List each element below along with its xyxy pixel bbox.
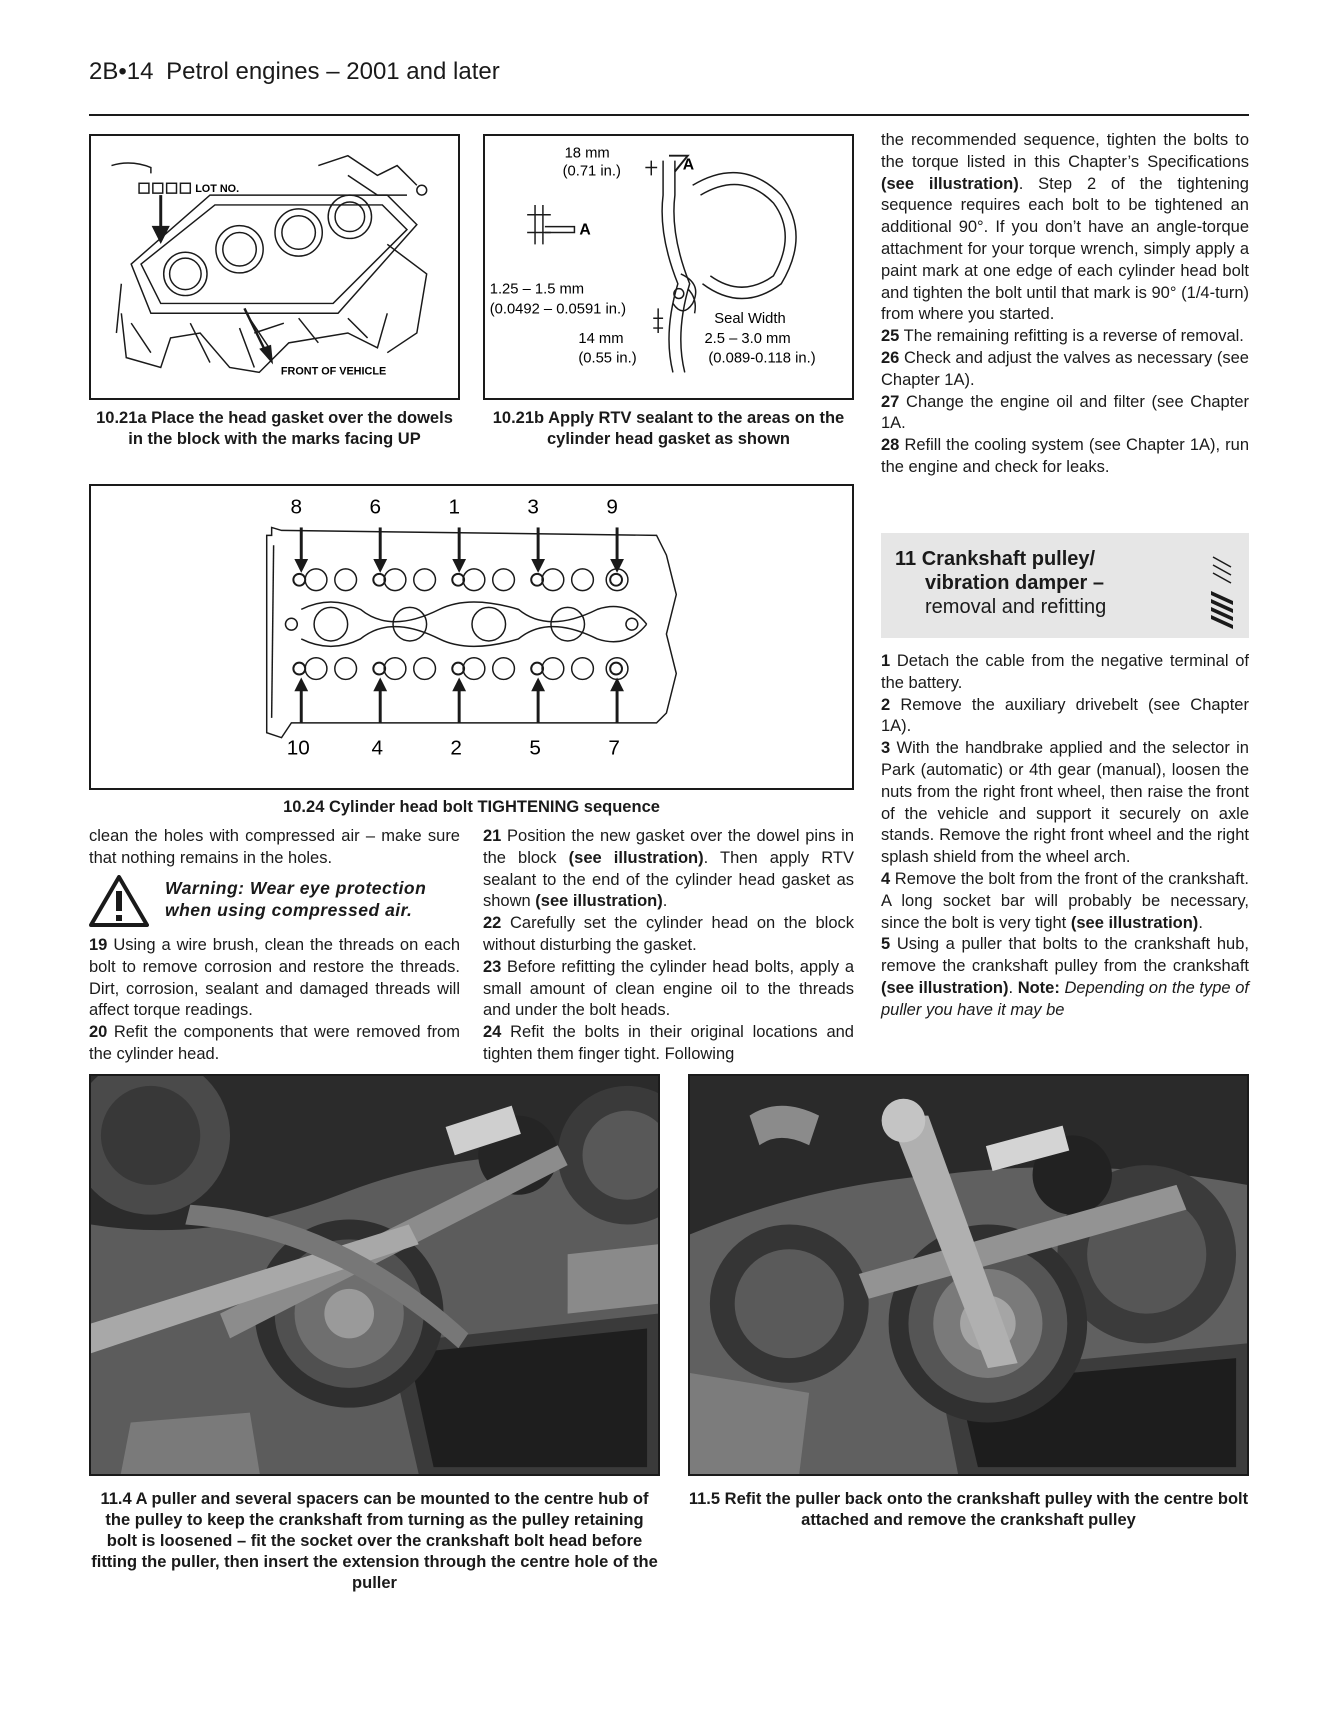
- see-illustration-ref: (see illustration): [535, 892, 663, 911]
- step-text: With the handbrake applied and the selector in Park (automatic) or 4th gear (manual), loosen the nuts from the right front wheel, then raise the front of the vehicle and support it securely on axle stands. Remove the right front wheel and the right splash shield from the wheel arch.: [881, 739, 1249, 867]
- lot-no-label: LOT NO.: [195, 183, 240, 196]
- step-24: [483, 1022, 854, 1066]
- step-number: 4: [881, 869, 891, 888]
- left-column-steps: [89, 935, 460, 1066]
- warning-text: Warning: Wear eye protection when using compressed air.: [165, 878, 427, 920]
- page-ref: 2B•14: [89, 58, 154, 85]
- right-column-bottom: [881, 651, 1249, 1022]
- step-text: Remove the auxiliary drivebelt (see Chapter 1A).: [881, 695, 1249, 736]
- step-3: [881, 738, 1249, 869]
- label-a-left: A: [579, 221, 591, 239]
- left-intro: clean the holes with compressed air – make sure that nothing remains in the holes.: [89, 827, 460, 867]
- step-number: 21: [483, 827, 502, 845]
- dim-055in: (0.55 in.): [578, 350, 637, 367]
- bolt-order-5: 5: [529, 736, 541, 760]
- step-4: [881, 869, 1249, 934]
- section-subtitle: removal and refitting: [925, 596, 1107, 618]
- step-text: .: [1198, 913, 1203, 932]
- dim-0492in: (0.0492 – 0.0591 in.): [489, 301, 627, 318]
- step-2: [881, 695, 1249, 739]
- caption-10-24: 10.24 Cylinder head bolt TIGHTENING sequence: [283, 798, 660, 816]
- bolt-order-6: 6: [369, 495, 382, 519]
- step-text: Detach the cable from the negative terminal of the battery.: [881, 652, 1249, 692]
- left-column: [89, 826, 460, 870]
- photo-11-5: [688, 1074, 1249, 1476]
- figure-10-21a: [89, 134, 460, 400]
- step-number: 26: [881, 348, 900, 367]
- caption-10-21b: 10.21b Apply RTV sealant to the areas on the cylinder head gasket as shown: [492, 409, 845, 448]
- label-a-top: A: [682, 156, 695, 174]
- warning-triangle-icon: [89, 875, 149, 927]
- dim-18mm: 18 mm: [564, 145, 610, 162]
- header-rule: [89, 114, 1249, 116]
- step-text: Position the new gasket over the dowel pins in the block: [483, 827, 854, 867]
- rtv-sealant-drawing: [485, 136, 852, 398]
- seal-width-in: (0.089-0.118 in.): [708, 350, 816, 367]
- section-title-line-1: [895, 547, 1106, 571]
- see-illustration-ref: (see illustration): [568, 848, 704, 867]
- step-number: 3: [881, 739, 891, 758]
- right-column-top: [881, 130, 1249, 479]
- step-1: [881, 651, 1249, 695]
- note-text: Depending on the type of puller you have it may be: [881, 978, 1249, 1019]
- step-number: 2: [881, 695, 891, 714]
- see-illustration-ref: (see illustration): [1070, 913, 1199, 932]
- caption-11-4: 11.4 A puller and several spacers can be mounted to the centre hub of the pulley to keep the crankshaft from turning as the pulley retaining bolt is loosened – fit the socket over the crankshaft bolt head before fitting the puller, then insert the extension through the centre hole of the puller: [91, 1490, 658, 1592]
- step-text: Before refitting the cylinder head bolts, apply a small amount of clean engine oil to the threads and under the bolt heads.: [483, 957, 854, 1020]
- step-26: [881, 348, 1249, 392]
- step-number: 5: [881, 935, 891, 954]
- bolt-order-3: 3: [527, 495, 539, 519]
- page-header: [89, 58, 500, 86]
- section-title-line-2: vibration damper –: [925, 572, 1104, 594]
- head-gasket-drawing: [91, 136, 458, 398]
- step-text: Change the engine oil and filter (see Chapter 1A.: [881, 392, 1249, 433]
- bolt-order-7: 7: [608, 736, 620, 760]
- bolt-sequence-drawing: [91, 486, 852, 788]
- step-23: [483, 957, 854, 1022]
- dim-14mm: 14 mm: [578, 330, 624, 347]
- section-heading: [881, 533, 1249, 638]
- bolt-order-4: 4: [371, 736, 384, 760]
- front-of-vehicle-label: FRONT OF VEHICLE: [280, 365, 387, 378]
- see-illustration-ref: (see illustration): [881, 978, 1009, 997]
- step-21: [483, 826, 854, 913]
- step-text: .: [1008, 978, 1014, 997]
- step-number: 28: [881, 436, 900, 455]
- section-number: 11: [895, 548, 917, 570]
- step-number: 22: [483, 914, 502, 933]
- step-number: 27: [881, 392, 900, 411]
- step-number: 20: [89, 1023, 108, 1042]
- step-19: [89, 935, 460, 1022]
- step-text: The remaining refitting is a reverse of removal.: [903, 327, 1244, 346]
- section-title: [895, 547, 1106, 619]
- step-number: 24: [483, 1023, 502, 1042]
- caption-10-21a: 10.21a Place the head gasket over the dowels in the block with the marks facing UP: [96, 409, 453, 448]
- step-number: 25: [881, 327, 900, 346]
- caption-11-5: 11.5 Refit the puller back onto the crankshaft pulley with the centre bolt attached and remove the crankshaft pulley: [688, 1490, 1249, 1529]
- photo-11-4: [89, 1074, 660, 1476]
- section-title-text: Crankshaft pulley/: [921, 548, 1096, 570]
- chapter-title: Petrol engines – 2001 and later: [166, 58, 500, 85]
- step-number: 1: [881, 652, 891, 670]
- bolt-order-10: 10: [286, 736, 310, 760]
- figure-10-24: [89, 484, 854, 790]
- step-text: . Then apply RTV sealant to the end of the cylinder head gasket as shown: [483, 848, 854, 911]
- step-text: Carefully set the cylinder head on the block without disturbing the gasket.: [483, 914, 854, 954]
- difficulty-wrench-icon: [1207, 551, 1237, 629]
- intro-text: . Step 2 of the tightening sequence requires each bolt to be tightened an additional 90°. If you don’t have an angle-torque attachment for your torque wrench, simply apply a paint mark at one edge of each cylinder head bolt and tighten the bolt until that mark is 90° (1/4-turn) from where you started.: [881, 174, 1249, 324]
- step-text: .: [662, 892, 668, 911]
- step-25: [881, 326, 1249, 348]
- bolt-order-2: 2: [450, 736, 462, 760]
- dim-125mm: 1.25 – 1.5 mm: [489, 281, 585, 298]
- step-text: Using a wire brush, clean the threads on each bolt to remove corrosion and restore the threads. Dirt, corrosion, sealant and damaged threads will affect torque readings.: [89, 936, 460, 1020]
- step-27: [881, 392, 1249, 436]
- step-text: Refill the cooling system (see Chapter 1A), run the engine and check for leaks.: [881, 436, 1249, 476]
- seal-width-mm: 2.5 – 3.0 mm: [704, 330, 791, 347]
- step-22: [483, 913, 854, 957]
- bolt-order-1: 1: [448, 495, 460, 519]
- step-number: 23: [483, 957, 502, 976]
- step-text: Refit the components that were removed from the cylinder head.: [89, 1023, 460, 1063]
- step-5: [881, 934, 1249, 1021]
- step-text: Refit the bolts in their original locations and tighten them finger tight. Following: [483, 1023, 854, 1063]
- step-text: Check and adjust the valves as necessary (see Chapter 1A).: [881, 348, 1249, 389]
- bolt-order-8: 8: [290, 495, 303, 519]
- step-number: 19: [89, 936, 108, 954]
- see-illustration-ref: (see illustration): [881, 174, 1019, 193]
- intro-text: the recommended sequence, tighten the bolts to the torque listed in this Chapter’s Specifications: [881, 131, 1249, 171]
- step-28: [881, 435, 1249, 479]
- warning-box: [89, 873, 459, 933]
- step-20: [89, 1022, 460, 1066]
- dim-071in: (0.71 in.): [562, 163, 621, 180]
- puller-photo-left: [91, 1076, 658, 1474]
- right-intro: [881, 130, 1249, 326]
- step-text: Remove the bolt from the front of the crankshaft. A long socket bar will probably be necessary, since the bolt is very tight: [881, 869, 1249, 932]
- middle-column: [483, 826, 854, 1066]
- bolt-order-9: 9: [606, 495, 618, 519]
- figure-10-21b: [483, 134, 854, 400]
- puller-photo-right: [690, 1076, 1247, 1474]
- step-text: Using a puller that bolts to the crankshaft hub, remove the crankshaft pulley from the crankshaft: [881, 935, 1249, 976]
- note-label: Note:: [1017, 978, 1060, 997]
- seal-width-label: Seal Width: [714, 311, 786, 328]
